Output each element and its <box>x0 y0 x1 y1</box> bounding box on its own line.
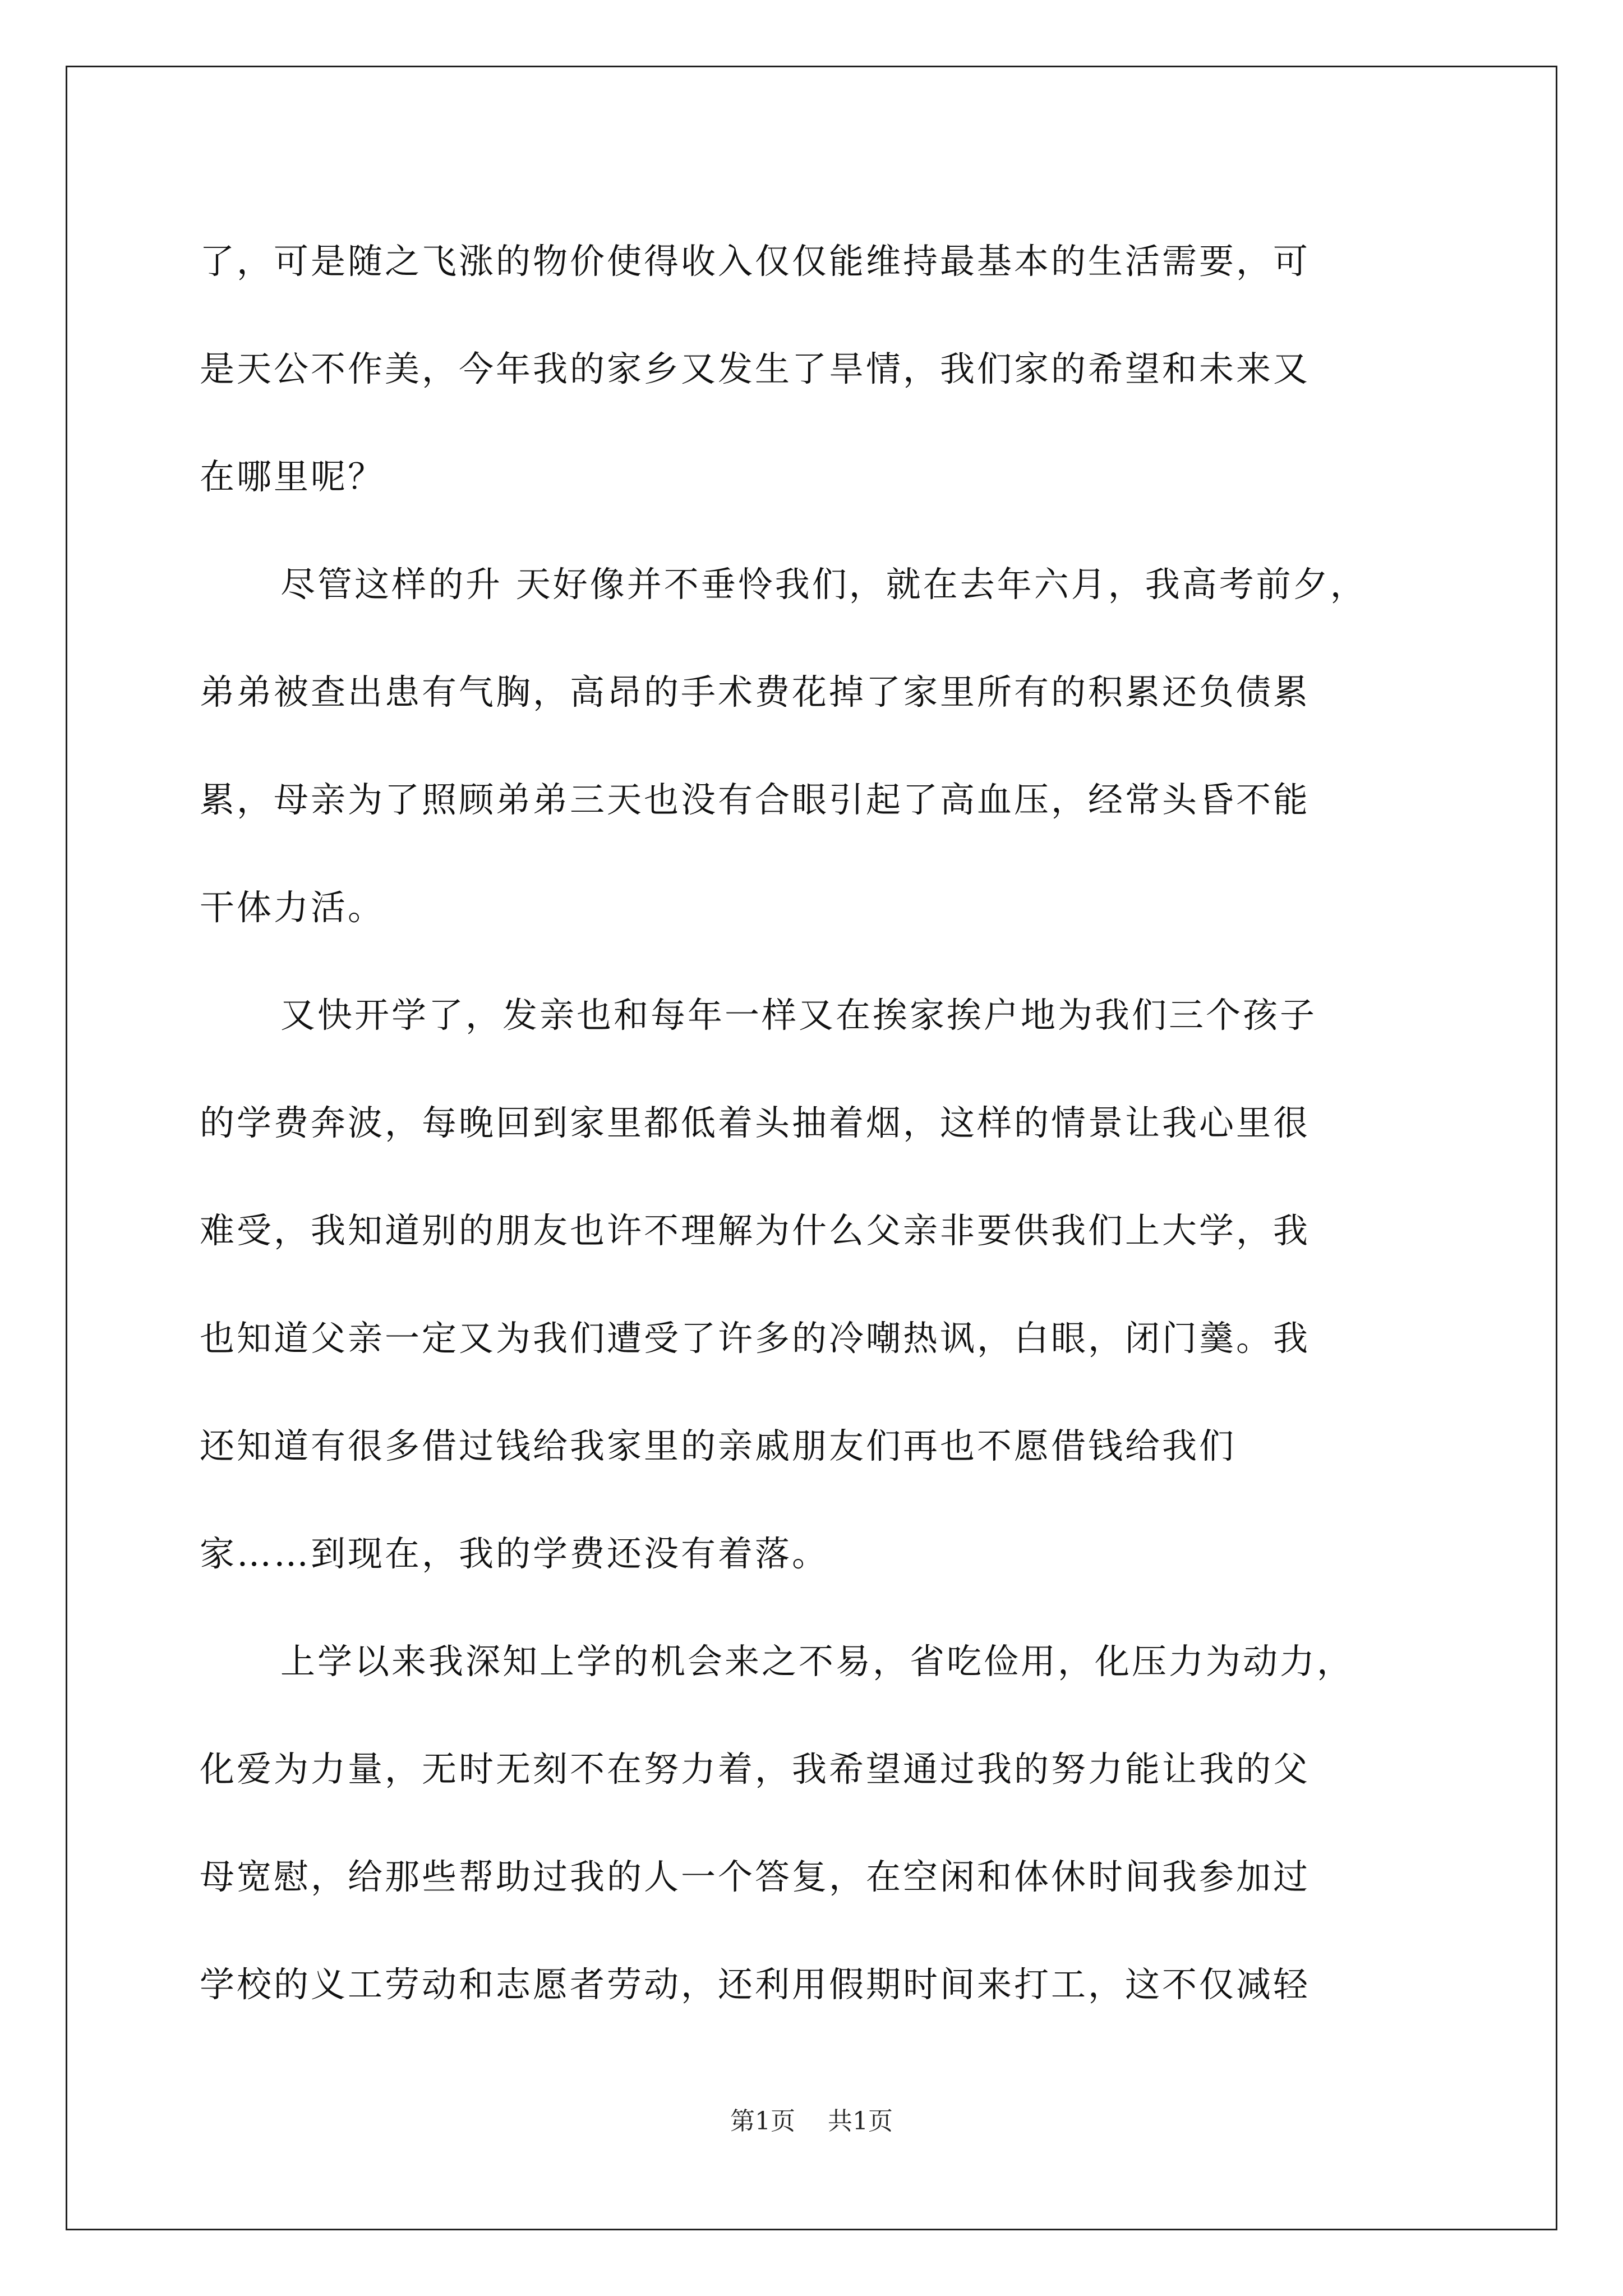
paragraph <box>200 531 1433 961</box>
page-footer <box>0 2101 1623 2137</box>
text-line: 的学费奔波，每晚回到家里都低着头抽着烟，这样的情景让我心里很 <box>200 1102 1311 1143</box>
paragraph <box>200 1608 1433 2039</box>
text-line: 学校的义工劳动和志愿者劳动，还利用假期时间来打工，这不仅减轻 <box>200 1964 1311 2005</box>
document-body <box>200 208 1433 2039</box>
text-line: 在哪里呢？ <box>200 456 385 497</box>
paragraph <box>200 961 1433 1608</box>
text-line: 干体力活。 <box>200 887 385 928</box>
text-line: 还知道有很多借过钱给我家里的亲戚朋友们再也不愿借钱给我们 <box>200 1425 1237 1466</box>
text-line: 是天公不作美，今年我的家乡又发生了旱情，我们家的希望和未来又 <box>200 348 1311 389</box>
text-line: 了，可是随之飞涨的物价使得收入仅仅能维持最基本的生活需要，可 <box>200 241 1311 282</box>
text-line: 弟弟被查出患有气胸，高昂的手术费花掉了家里所有的积累还负债累 <box>200 671 1311 712</box>
text-line: 家……到现在，我的学费还没有着落。 <box>200 1533 829 1574</box>
text-line: 尽管这样的升 天好像并不垂怜我们，就在去年六月，我高考前夕， <box>280 564 1367 605</box>
text-line: 母宽慰，给那些帮助过我的人一个答复，在空闲和体休时间我参加过 <box>200 1856 1311 1897</box>
text-line: 上学以来我深知上学的机会来之不易，省吃俭用，化压力为动力， <box>280 1641 1354 1682</box>
page-total: 共1页 <box>828 2107 893 2136</box>
text-line: 难受，我知道别的朋友也许不理解为什么父亲非要供我们上大学，我 <box>200 1210 1311 1251</box>
page-number: 第1页 <box>730 2107 795 2136</box>
text-line: 化爱为力量，无时无刻不在努力着，我希望通过我的努力能让我的父 <box>200 1749 1311 1789</box>
text-line: 又快开学了，发亲也和每年一样又在挨家挨户地为我们三个孩子 <box>280 995 1317 1036</box>
text-line: 也知道父亲一定又为我们遭受了许多的冷嘲热讽，白眼，闭门羹。我 <box>200 1318 1311 1359</box>
text-line: 累，母亲为了照顾弟弟三天也没有合眼引起了高血压，经常头昏不能 <box>200 779 1311 820</box>
paragraph <box>200 208 1433 531</box>
